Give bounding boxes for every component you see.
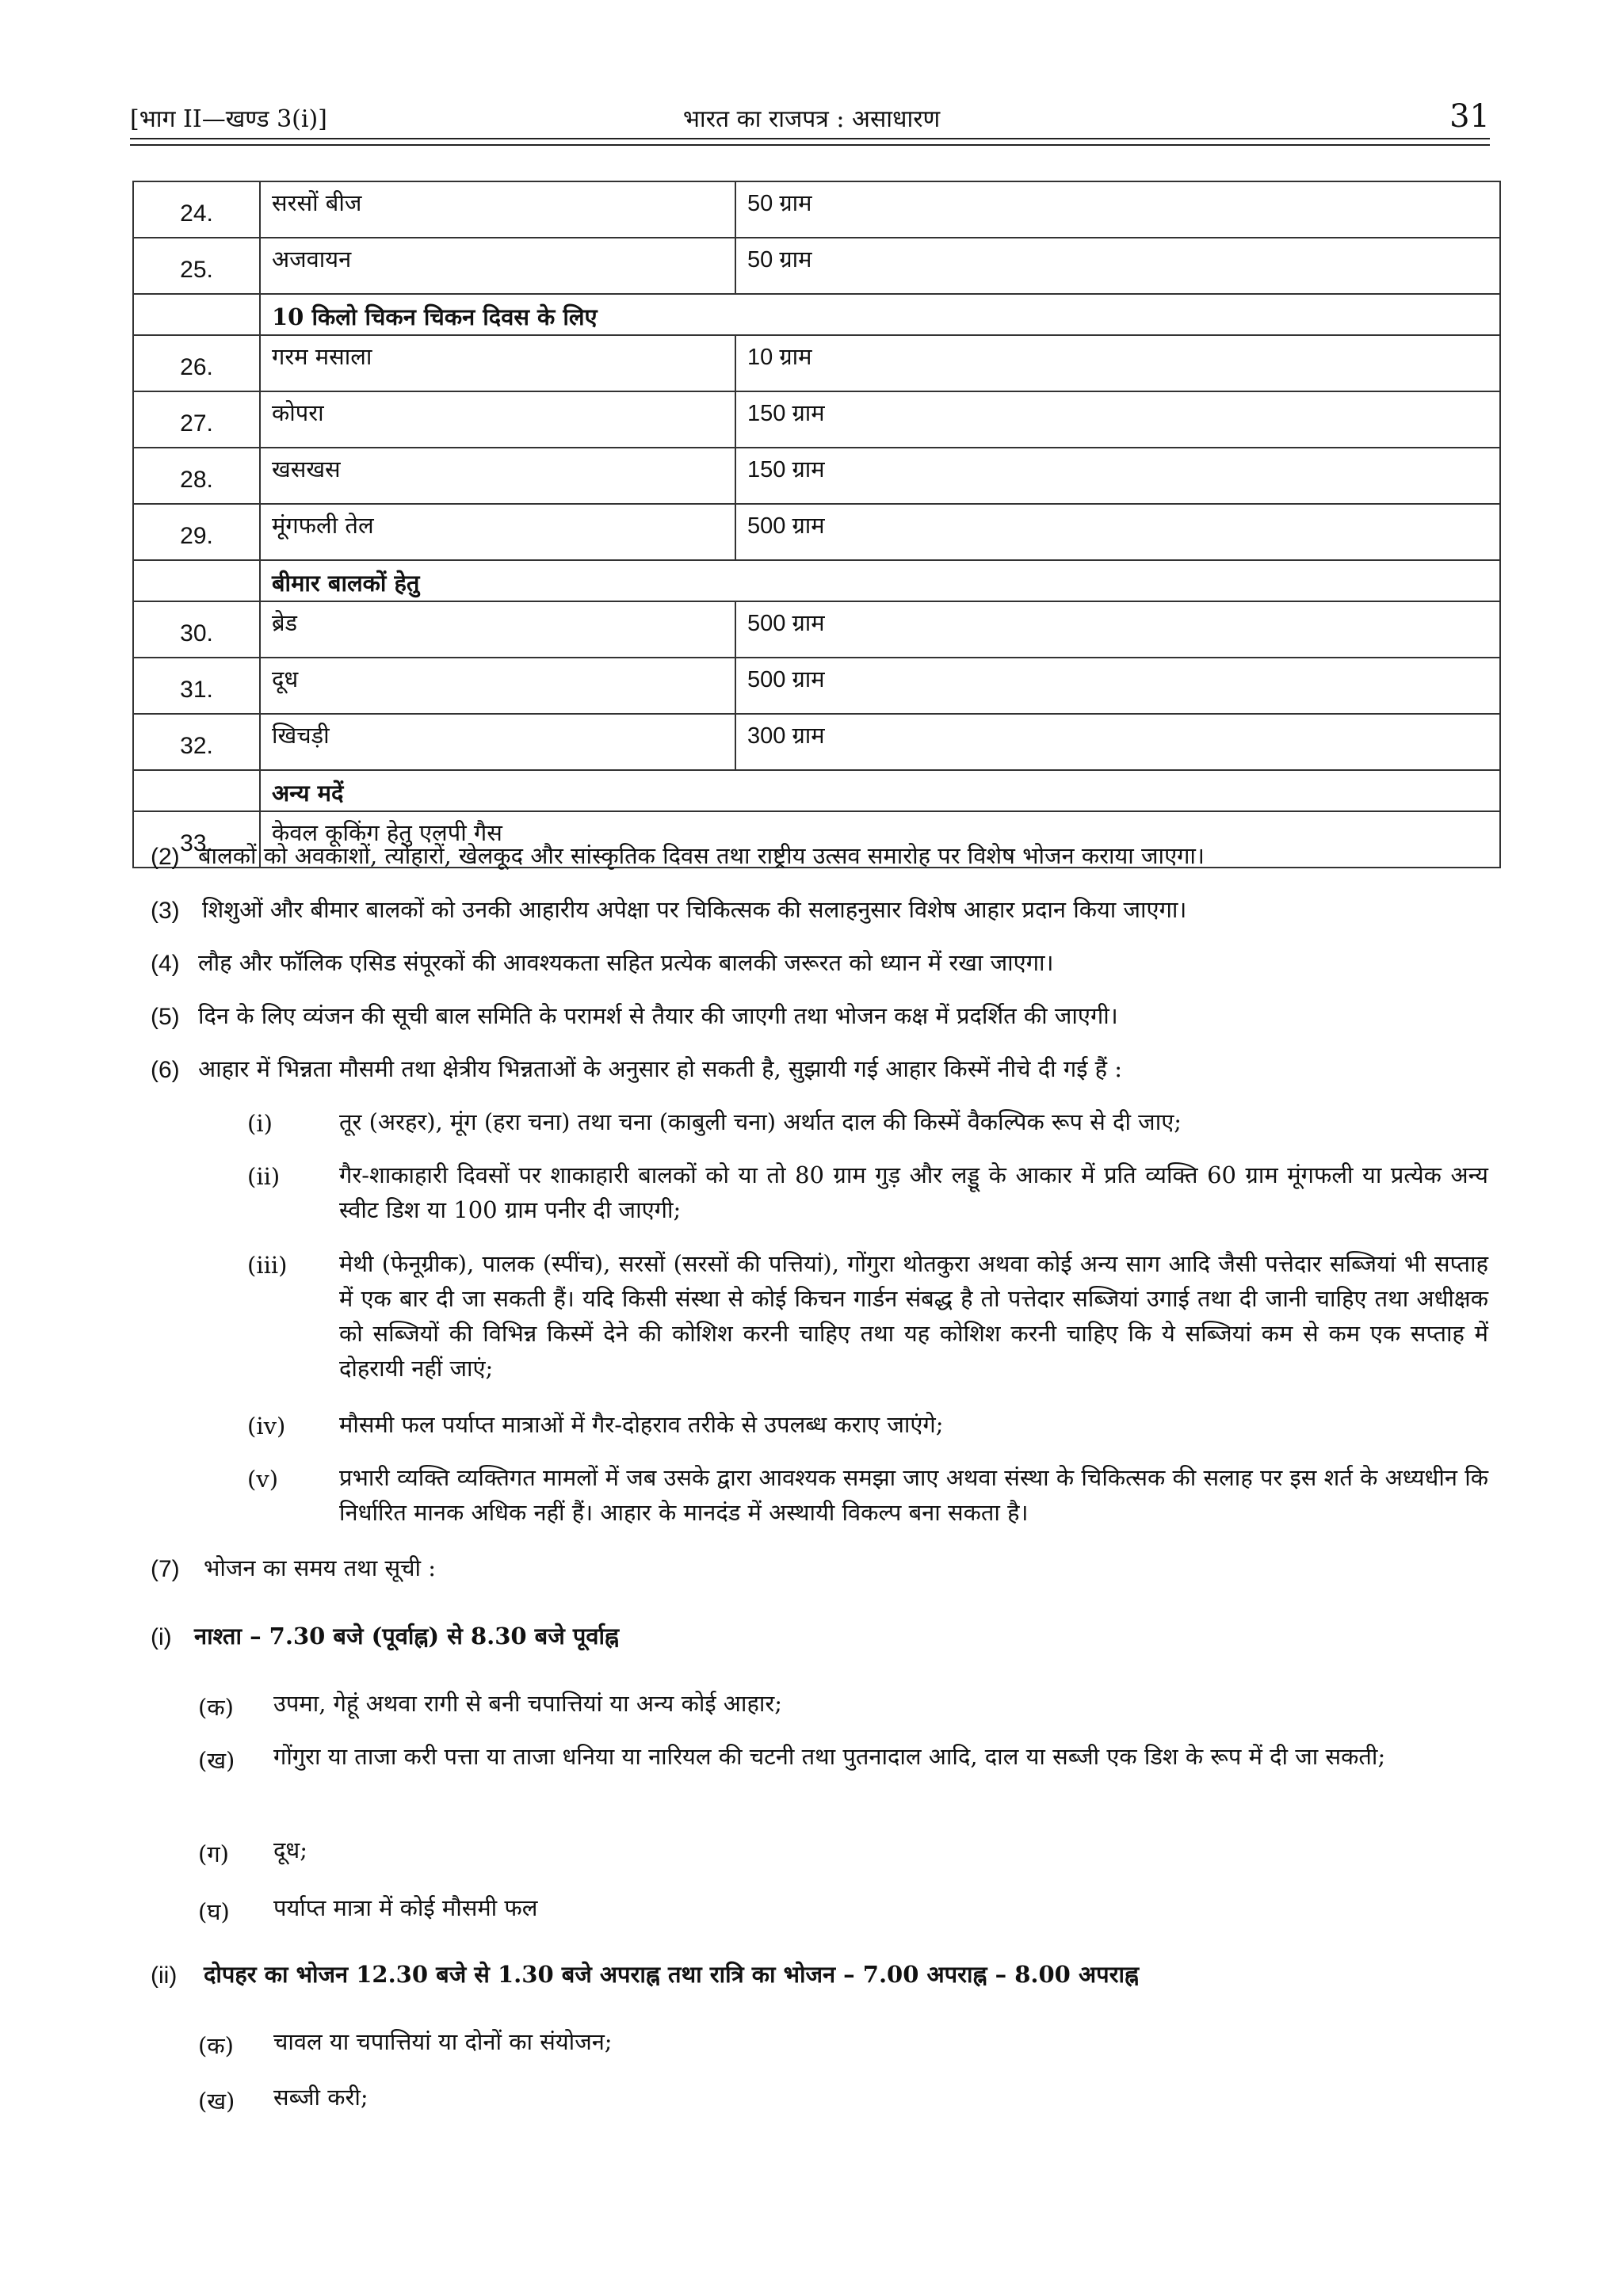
item-marker: (घ) (198, 1898, 230, 1925)
item-quantity: 150 ग्राम (735, 391, 1500, 448)
item-quantity: 50 ग्राम (735, 181, 1500, 238)
gazette-part-label: [भाग II—खण्ड 3(i)] (130, 105, 327, 133)
para-number: (5) (151, 1004, 180, 1030)
meal-heading: नाश्ता – 7.30 बजे (पूर्वाह्न) से 8.30 बजे पूर्वाह्न (194, 1623, 619, 1650)
meal-number: (i) (151, 1624, 172, 1650)
section-heading: 10 किलो चिकन चिकन दिवस के लिए (260, 294, 1500, 335)
item-marker: (ख) (198, 1747, 235, 1774)
item-text: सब्जी करी; (273, 2084, 369, 2111)
item-name: दूध (260, 658, 735, 714)
item-name: मूंगफली तेल (260, 504, 735, 560)
item-quantity: 10 ग्राम (735, 335, 1500, 391)
paragraph-text: बालकों को अवकाशों, त्योहारों, खेलकूद और सांस्कृतिक दिवस तथा राष्ट्रीय उत्सव समारोह पर विशेष भोजन कराया जाएगा। (198, 842, 1205, 869)
paragraph-text: आहार में भिन्नता मौसमी तथा क्षेत्रीय भिन्नताओं के अनुसार हो सकती है, सुझायी गई आहार किस्में नीचे दी गई हैं : (198, 1055, 1123, 1082)
para-number: (7) (151, 1556, 180, 1582)
item-name: कोपरा (260, 391, 735, 448)
section-heading: बीमार बालकों हेतु (260, 560, 1500, 601)
table-row (133, 504, 1500, 560)
item-name: गरम मसाला (260, 335, 735, 391)
item-marker: (ग) (198, 1840, 229, 1867)
para-number: (6) (151, 1057, 180, 1083)
item-name: केवल कूकिंग हेतु एलपी गैस (260, 811, 1500, 868)
row-number (133, 560, 260, 601)
meal-number: (ii) (151, 1962, 178, 1989)
table-row (133, 181, 1500, 238)
section-heading: अन्य मदें (260, 770, 1500, 811)
row-number: 30. (133, 601, 260, 658)
page-number: 31 (1449, 98, 1490, 135)
subpara-number: (v) (247, 1466, 279, 1493)
item-text: दूध; (273, 1836, 308, 1863)
row-number (133, 770, 260, 811)
item-name: सरसों बीज (260, 181, 735, 238)
table-row (133, 391, 1500, 448)
subpara-text: मौसमी फल पर्याप्त मात्राओं में गैर-दोहराव तरीके से उपलब्ध कराए जाएंगे; (339, 1411, 944, 1438)
table-section-row (133, 294, 1500, 335)
ration-table (132, 181, 1501, 868)
table-row (133, 714, 1500, 770)
table-section-row (133, 770, 1500, 811)
subpara-text: तूर (अरहर), मूंग (हरा चना) तथा चना (काबुली चना) अर्थात दाल की किस्में वैकल्पिक रूप से दी जाए; (339, 1108, 1182, 1135)
item-name: अजवायन (260, 238, 735, 294)
table-section-row (133, 560, 1500, 601)
subpara-number: (iv) (247, 1413, 286, 1440)
item-marker: (ख) (198, 2088, 235, 2115)
paragraph-text: शिशुओं और बीमार बालकों को उनकी आहारीय अपेक्षा पर चिकित्सक की सलाहनुसार विशेष आहार प्रदान किया जाएगा। (202, 896, 1187, 923)
item-quantity: 300 ग्राम (735, 714, 1500, 770)
item-marker: (क) (198, 2032, 234, 2059)
para-number: (3) (151, 898, 180, 924)
item-text: गोंगुरा या ताजा करी पत्ता या ताजा धनिया या नारियल की चटनी तथा पुतनादाल आदि, दाल या सब्जी एक डिश के रूप में दी जा सकती; (273, 1743, 1386, 1770)
table-row (133, 238, 1500, 294)
paragraph-text: लौह और फॉलिक एसिड संपूरकों की आवश्यकता सहित प्रत्येक बालकी जरूरत को ध्यान में रखा जाएगा। (198, 949, 1054, 976)
item-text: पर्याप्त मात्रा में कोई मौसमी फल (273, 1894, 538, 1921)
row-number: 29. (133, 504, 260, 560)
subpara-text: मेथी (फेनूग्रीक), पालक (स्पींच), सरसों (सरसों की पत्तियां), गोंगुरा थोतकुरा अथवा कोई अन्य साग आदि जैसी पत्तेदार सब्जियां भी सप्ताह में एक बार दी जा सकती हैं। यदि किसी संस्था से कोई किचन गार्डन संबद्ध है तो पत्तेदार सब्जियां उगाई तथा दी जानी चाहिए तथा अधीक्षक को सब्जियों की विभिन्न किस्में देने की कोशिश करनी चाहिए तथा यह कोशिश करनी चाहिए कि ये सब्जियां कम से कम एक सप्ताह में दोहरायी नहीं जाएं; (339, 1250, 1488, 1382)
item-text: उपमा, गेहूं अथवा रागी से बनी चपात्तियां या अन्य कोई आहार; (273, 1690, 782, 1717)
item-name: खसखस (260, 448, 735, 504)
row-number: 28. (133, 448, 260, 504)
subpara-number: (ii) (247, 1163, 281, 1190)
paragraph-text: दिन के लिए व्यंजन की सूची बाल समिति के परामर्श से तैयार की जाएगी तथा भोजन कक्ष में प्रदर्शित की जाएगी। (198, 1002, 1118, 1029)
header-rule (130, 138, 1490, 139)
row-number: 33. (133, 811, 260, 868)
row-number: 32. (133, 714, 260, 770)
item-name: ब्रेड (260, 601, 735, 658)
row-number: 24. (133, 181, 260, 238)
para-number: (2) (151, 844, 180, 870)
subpara-number: (iii) (247, 1252, 288, 1279)
row-number (133, 294, 260, 335)
item-quantity: 500 ग्राम (735, 504, 1500, 560)
subpara-text: प्रभारी व्यक्ति व्यक्तिगत मामलों में जब उसके द्वारा आवश्यक समझा जाए अथवा संस्था के चिकित्सक की सलाह पर इस शर्त के अध्यधीन कि निर्धारित मानक अधिक नहीं हैं। आहार के मानदंड में अस्थायी विकल्प बना सकता है। (339, 1464, 1488, 1526)
row-number: 27. (133, 391, 260, 448)
item-quantity: 500 ग्राम (735, 601, 1500, 658)
row-number: 31. (133, 658, 260, 714)
row-number: 25. (133, 238, 260, 294)
table-row (133, 335, 1500, 391)
paragraph-text: भोजन का समय तथा सूची : (204, 1554, 437, 1581)
meal-heading: दोपहर का भोजन 12.30 बजे से 1.30 बजे अपराह्न तथा रात्रि का भोजन – 7.00 अपराह्न – 8.00 अपराह्न (204, 1961, 1139, 1988)
item-name: खिचड़ी (260, 714, 735, 770)
row-number: 26. (133, 335, 260, 391)
para-number: (4) (151, 951, 180, 977)
item-marker: (क) (198, 1694, 234, 1721)
gazette-title: भारत का राजपत्र : असाधारण (682, 105, 941, 133)
item-quantity: 50 ग्राम (735, 238, 1500, 294)
table-row (133, 448, 1500, 504)
subpara-text: गैर-शाकाहारी दिवसों पर शाकाहारी बालकों को या तो 80 ग्राम गुड़ और लड्डू के आकार में प्रति व्यक्ति 60 ग्राम मूंगफली या प्रत्येक अन्य स्वीट डिश या 100 ग्राम पनीर दी जाएगी; (339, 1161, 1488, 1223)
table-row (133, 658, 1500, 714)
table-row (133, 601, 1500, 658)
item-text: चावल या चपात्तियां या दोनों का संयोजन; (273, 2028, 613, 2055)
item-quantity: 150 ग्राम (735, 448, 1500, 504)
item-quantity: 500 ग्राम (735, 658, 1500, 714)
subpara-number: (i) (247, 1110, 273, 1137)
header-rule-double (130, 144, 1490, 146)
